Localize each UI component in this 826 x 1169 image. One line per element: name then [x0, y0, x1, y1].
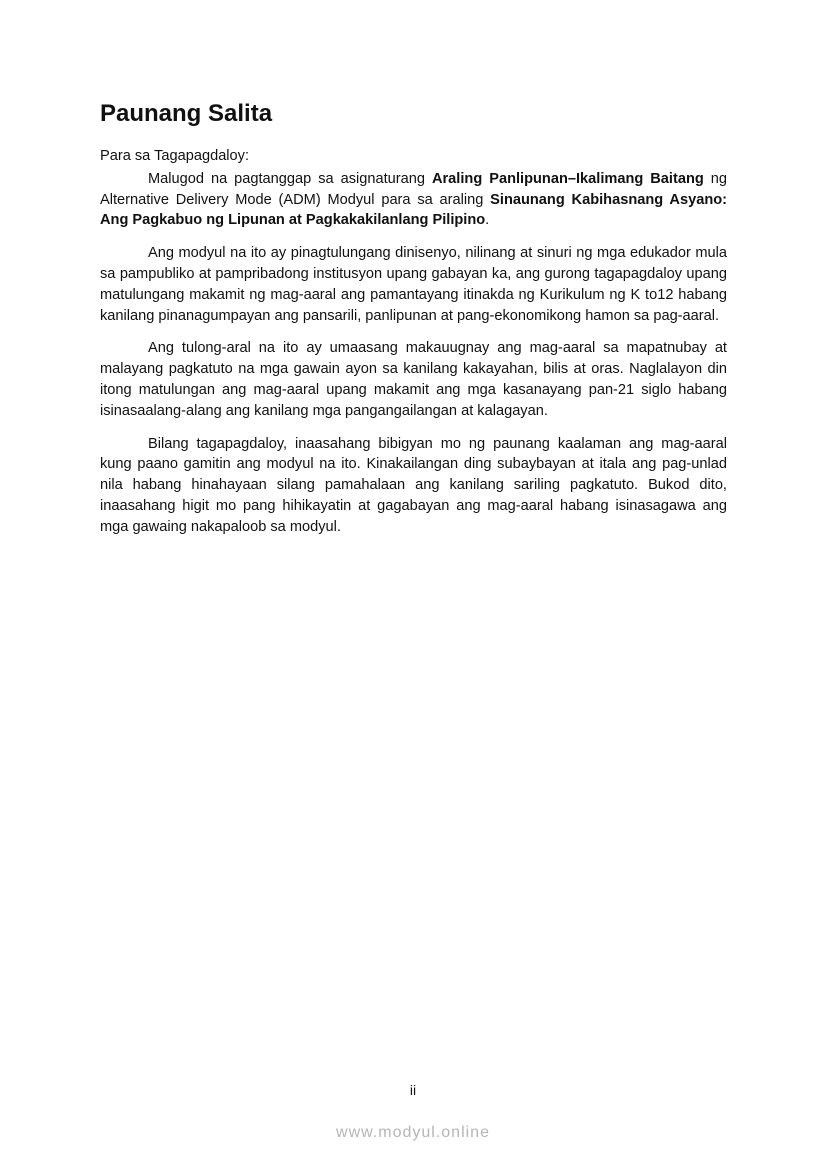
text-segment: Ang modyul na ito ay pinagtulungang dinisenyo, nilinang at sinuri ng mga edukador mula sa pampubliko at pampribadong institusyon upang gabayan ka, ang gurong tagapagdaloy upang matulungang makamit ng mag-aaral ang pamantayang itinakda ng Kurikulum ng K to12 habang kanilang pinanagumpayan ang pansarili, panlipunan at pang-ekonomikong hamon sa pag-aaral.	[100, 245, 727, 324]
page-title: Paunang Salita	[100, 100, 273, 127]
page-number: ii	[409, 1082, 417, 1098]
paragraph-module-design	[100, 243, 727, 326]
salutation: Para sa Tagapagdaloy:	[100, 148, 250, 164]
watermark: www.modyul.online	[336, 1124, 490, 1141]
text-segment: Malugod na pagtanggap sa asignaturang	[148, 170, 432, 187]
paragraph-welcome	[100, 169, 727, 231]
text-segment: ng Alternative Delivery Mode (ADM) Modyul para sa araling	[100, 170, 727, 208]
paragraph-learning-aid	[100, 338, 727, 421]
text-segment: .	[485, 212, 490, 229]
document-body	[100, 146, 727, 550]
subject-name: Araling Panlipunan–Ikalimang Baitang	[431, 170, 704, 187]
paragraph-facilitator-role	[100, 434, 727, 538]
lesson-title: Sinaunang Kabihasnang Asyano: Ang Pagkabuo ng Lipunan at Pagkakakilanlang Pilipino	[100, 191, 728, 229]
text-segment: Ang tulong-aral na ito ay umaasang makauugnay ang mag-aaral sa mapatnubay at malayang pagkatuto na mga gawain ayon sa kanilang kakayahan, bilis at oras. Naglalayon din itong matulungan ang mag-aaral upang makamit ang mga kasanayang pan-21 siglo habang isinasaalang-alang ang kanilang mga pangangailangan at kalagayan.	[100, 340, 727, 419]
text-segment: Bilang tagapagdaloy, inaasahang bibigyan mo ng paunang kaalaman ang mag-aaral kung paano gamitin ang modyul na ito. Kinakailangan ding subaybayan at itala ang pag-unlad nila habang hinahayaan silang pamahalaan ang kanilang sariling pagkatuto. Bukod dito, inaasahang higit mo pang hihikayatin at gagabayan ang mag-aaral habang isinasagawa ang mga gawaing nakapaloob sa modyul.	[100, 435, 727, 535]
